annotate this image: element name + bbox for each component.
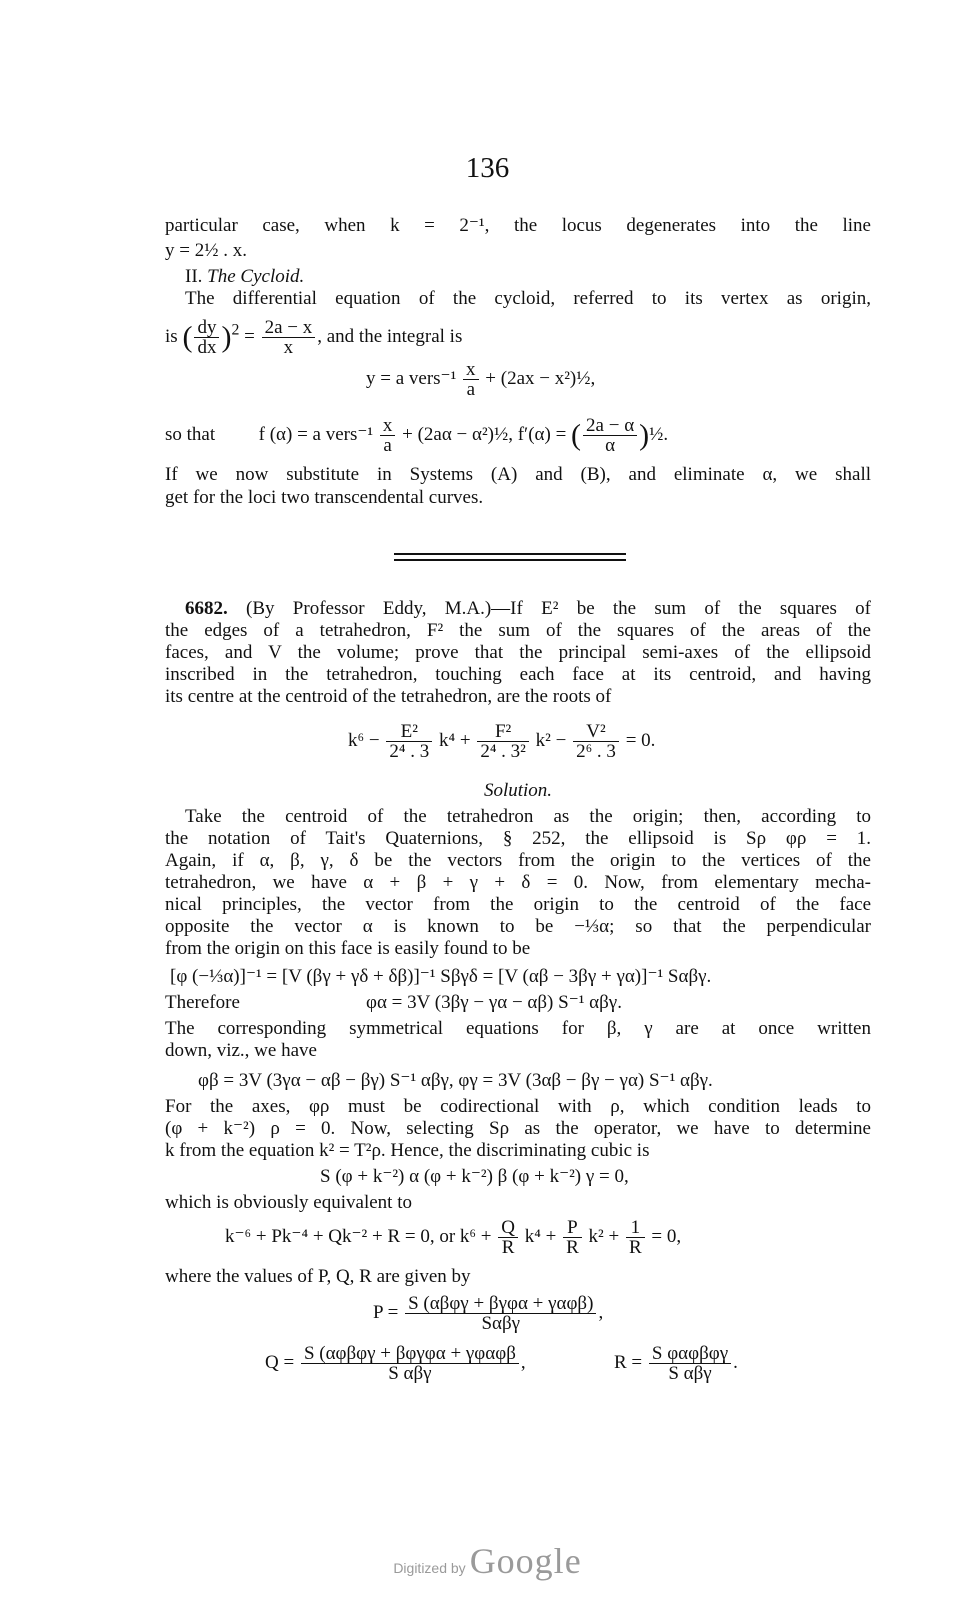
equiv-a: k⁻⁶ + Pk⁻⁴ + Qk⁻² + R = 0, or k⁶ +	[225, 1225, 492, 1247]
cycloid-line-2: y = 2½ . x.	[165, 240, 247, 261]
solution-eq-R	[614, 1344, 738, 1383]
google-logo: Google	[469, 1541, 582, 1581]
R-num: S φαφβφγ	[649, 1344, 731, 1364]
eq1-paren-open: (	[182, 320, 193, 354]
equiv-frac-1	[498, 1218, 518, 1257]
cycloid-equation-2	[366, 360, 595, 399]
digitized-watermark	[0, 1540, 975, 1582]
cycloid-line-4: If we now substitute in Systems (A) and (B), and eliminate α, we shall	[165, 464, 871, 485]
problem-intro-line	[185, 598, 871, 620]
R-lhs: R =	[614, 1351, 643, 1373]
equiv-d: = 0,	[651, 1225, 682, 1247]
equiv-f1-den: R	[501, 1237, 515, 1258]
solution-heading	[165, 780, 871, 802]
problem-line-2: faces, and V the volume; prove that the principal semi-axes of the ellipsoid	[165, 642, 871, 663]
cycloid-line-5: get for the loci two transcendental curves.	[165, 487, 484, 508]
solution-p2-line-1: The corresponding symmetrical equations for β, γ are at once written	[165, 1018, 871, 1039]
eq3-frac2-num: 2a − α	[583, 416, 637, 436]
equiv-f1-num: Q	[498, 1218, 518, 1238]
eq2-left: y = a vers⁻¹	[366, 367, 457, 389]
equiv-f2-num: P	[563, 1218, 582, 1238]
solution-heading-text: Solution.	[483, 780, 553, 801]
eq3-mid: + (2aα − α²)½, f′(α) =	[402, 423, 567, 445]
cycloid-heading-title: The Cycloid.	[207, 266, 305, 287]
eq1-derivative-den: dx	[197, 337, 217, 358]
peq-f1-den: 2⁴ . 3	[389, 741, 430, 762]
Q-tail: ,	[520, 1351, 526, 1373]
peq-f2-den: 2⁴ . 3²	[480, 741, 526, 762]
peq-d: = 0.	[625, 729, 656, 751]
solution-p1-line-2: the notation of Tait's Quaternions, § 252, the ellipsoid is Sρ φρ = 1.	[165, 828, 871, 849]
problem-line-3: inscribed in the tetrahedron, touching each face at its centroid, and having	[165, 664, 871, 685]
solution-p3-line-3: k from the equation k² = T²ρ. Hence, the discriminating cubic is	[165, 1140, 650, 1161]
cycloid-equation-3: so that f (α) = a vers⁻¹ $\frac{x}{a}$ + (2aα − α²)½, f′(α) = ( $\frac{2a - \alpha}{\alpha}$ )½.	[165, 415, 669, 456]
Q-den: S αβγ	[388, 1363, 432, 1384]
eq1-equals: =	[244, 325, 255, 347]
cycloid-line-3: The differential equation of the cycloid, referred to its vertex as origin,	[185, 288, 871, 309]
solution-p1-line-6: opposite the vector α is known to be −⅓α; so that the perpendicular	[165, 916, 871, 937]
eq3-fraction-2	[583, 416, 637, 455]
equiv-frac-2	[563, 1218, 582, 1257]
section-rule-bottom	[394, 559, 626, 561]
cycloid-heading-roman: II.	[185, 266, 203, 287]
P-den: Sαβγ	[481, 1313, 521, 1334]
eq2-right: + (2ax − x²)½,	[485, 367, 596, 389]
peq-c: k² −	[535, 729, 567, 751]
problem-line-4: its centre at the centroid of the tetrahedron, are the roots of	[165, 686, 612, 707]
Q-num: S (αφβφγ + βφγφα + γφαφβ	[301, 1344, 519, 1364]
eq2-frac-den: a	[466, 379, 475, 400]
problem-number: 6682.	[185, 598, 228, 619]
equiv-frac-3	[626, 1218, 645, 1257]
P-lhs: P =	[373, 1301, 399, 1323]
eq1-rhs-fraction	[262, 318, 316, 357]
Q-lhs: Q =	[265, 1351, 295, 1373]
equiv-f3-den: R	[628, 1237, 642, 1258]
solution-eq-equiv	[225, 1218, 681, 1257]
equiv-f3-num: 1	[626, 1218, 645, 1238]
eq2-frac-num: x	[463, 360, 479, 380]
solution-eq-phibeta: φβ = 3V (3γα − αβ − βγ) S⁻¹ αβγ, φγ = 3V (3αβ − βγ − γα) S⁻¹ αβγ.	[198, 1070, 713, 1091]
eq1-paren-close: )	[221, 320, 232, 354]
P-tail: ,	[598, 1301, 604, 1323]
eq2-fraction	[463, 360, 479, 399]
equiv-c: k² +	[588, 1225, 620, 1247]
peq-f3-den: 2⁶ . 3	[576, 741, 616, 762]
peq-a: k⁶ −	[348, 729, 380, 751]
equiv-b: k⁴ +	[524, 1225, 557, 1247]
cycloid-equation-1	[165, 318, 462, 357]
peq-f1-num: E²	[386, 722, 432, 742]
problem-intro: (By Professor Eddy, M.A.)—If E² be the sum of the squares of	[246, 598, 871, 619]
eq3-sothat: so that	[165, 423, 216, 445]
solution-p2-line-2: down, viz., we have	[165, 1040, 317, 1061]
section-rule-top	[394, 553, 626, 555]
R-fraction	[649, 1344, 731, 1383]
R-den: S αβγ	[668, 1363, 712, 1384]
solution-p3-line-1: For the axes, φρ must be codirectional with ρ, which condition leads to	[165, 1096, 871, 1117]
eq3-frac1-num: x	[380, 416, 396, 436]
eq3-frac2-den: α	[605, 435, 616, 456]
solution-p1-line-5: nical principles, the vector from the origin to the centroid of the face	[165, 894, 871, 915]
page-number: 136	[465, 152, 510, 184]
eq1-tail: , and the integral is	[317, 325, 463, 347]
peq-frac-2	[477, 722, 529, 761]
Q-fraction	[301, 1344, 519, 1383]
P-fraction	[405, 1294, 596, 1333]
eq1-rhs-num: 2a − x	[262, 318, 316, 338]
solution-p5: where the values of P, Q, R are given by	[165, 1266, 471, 1287]
eq3-frac1-den: a	[383, 435, 392, 456]
peq-frac-3	[573, 722, 619, 761]
solution-therefore: Therefore	[165, 992, 240, 1013]
eq1-rhs-den: x	[283, 337, 294, 358]
eq1-derivative-num: dy	[194, 318, 219, 338]
eq1-square: 2	[231, 321, 240, 339]
solution-p1-line-1: Take the centroid of the tetrahedron as the origin; then, according to	[185, 806, 871, 827]
eq1-is: is	[165, 325, 178, 347]
eq3-fraction-1	[380, 416, 396, 455]
peq-frac-1	[386, 722, 432, 761]
problem-equation	[348, 722, 655, 761]
solution-p4: which is obviously equivalent to	[165, 1192, 412, 1213]
peq-f2-num: F²	[477, 722, 529, 742]
solution-eq-cubic: S (φ + k⁻²) α (φ + k⁻²) β (φ + k⁻²) γ = 0,	[320, 1166, 629, 1187]
solution-eq-phi: [φ (−⅓α)]⁻¹ = [V (βγ + γδ + δβ)]⁻¹ Sβγδ = [V (αβ − 3βγ + γα)]⁻¹ Sαβγ.	[170, 966, 712, 987]
solution-eq-phialpha: φα = 3V (3βγ − γα − αβ) S⁻¹ αβγ.	[366, 992, 622, 1013]
eq1-derivative	[194, 318, 219, 357]
solution-p1-line-4: tetrahedron, we have α + β + γ + δ = 0. Now, from elementary mecha-	[165, 872, 871, 893]
cycloid-heading	[185, 266, 891, 288]
solution-p3-line-2: (φ + k⁻²) ρ = 0. Now, selecting Sρ as the operator, we have to determine	[165, 1118, 871, 1139]
solution-p1-line-3: Again, if α, β, γ, δ be the vectors from the origin to the vertices of the	[165, 850, 871, 871]
P-num: S (αβφγ + βγφα + γαφβ)	[405, 1294, 596, 1314]
solution-eq-P	[373, 1294, 603, 1333]
R-tail: .	[733, 1351, 738, 1373]
cycloid-line-1: particular case, when k = 2⁻¹, the locus degenerates into the line	[165, 215, 871, 236]
solution-eq-Q	[265, 1344, 526, 1383]
eq3-tail: ½.	[649, 423, 669, 445]
solution-p1-line-7: from the origin on this face is easily found to be	[165, 938, 531, 959]
peq-f3-num: V²	[573, 722, 619, 742]
eq3-left: f (α) = a vers⁻¹	[258, 423, 374, 445]
problem-line-1: the edges of a tetrahedron, F² the sum of the squares of the areas of the	[165, 620, 871, 641]
watermark-prefix: Digitized by	[393, 1560, 466, 1576]
equiv-f2-den: R	[566, 1237, 579, 1258]
peq-b: k⁴ +	[438, 729, 471, 751]
